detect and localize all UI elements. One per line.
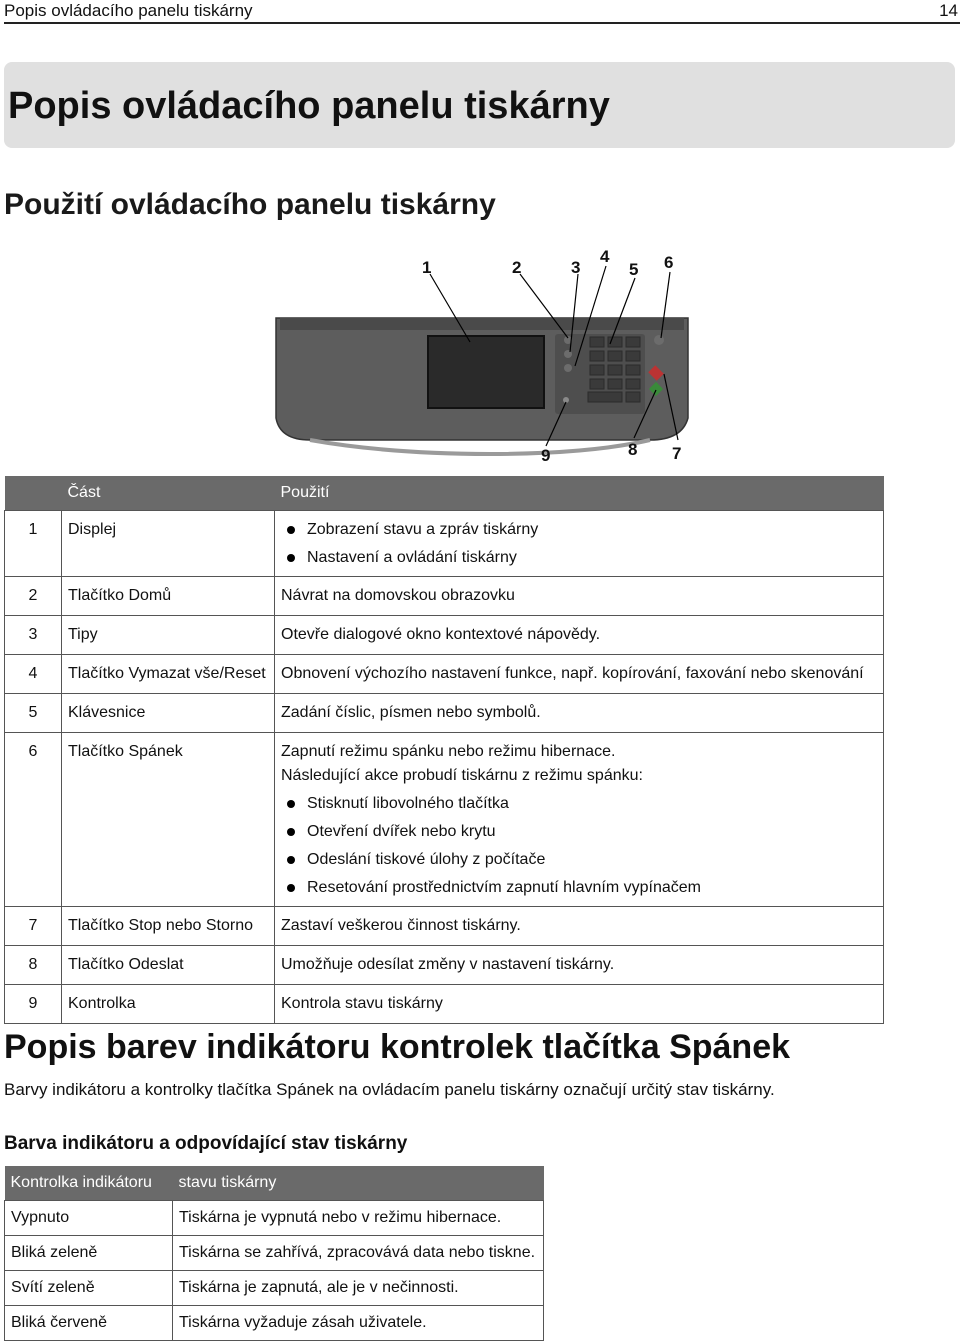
page-title: Popis ovládacího panelu tiskárny (8, 85, 610, 127)
indicator-cell: Bliká červeně (5, 1306, 173, 1341)
callout-8: 8 (628, 440, 638, 459)
state-cell: Tiskárna se zahřívá, zpracovává data nebo tiskne. (173, 1236, 544, 1271)
subsection-title: Použití ovládacího panelu tiskárny (4, 188, 496, 221)
bullet-list (281, 518, 877, 574)
table-row (5, 616, 884, 655)
indicator-cell: Bliká zeleně (5, 1236, 173, 1271)
callout-4: 4 (600, 247, 610, 266)
table-row (5, 1201, 544, 1236)
running-title: Popis ovládacího panelu tiskárny (4, 1, 253, 20)
row-number: 8 (5, 946, 62, 985)
bullet-item: Zobrazení stavu a zpráv tiskárny (281, 518, 877, 546)
table-row (5, 733, 884, 907)
part-use: Zadání číslic, písmen nebo symbolů. (275, 694, 884, 733)
callout-7: 7 (672, 444, 682, 463)
part-use: Obnovení výchozího nastavení funkce, např. kopírování, faxování nebo skenování (275, 655, 884, 694)
part-name: Displej (62, 511, 275, 577)
part-use: Umožňuje odesílat změny v nastavení tiskárny. (275, 946, 884, 985)
table-row (5, 946, 884, 985)
part-name: Tlačítko Odeslat (62, 946, 275, 985)
part-use: Kontrola stavu tiskárny (275, 985, 884, 1024)
row-number: 7 (5, 907, 62, 946)
row-number: 6 (5, 733, 62, 907)
row-number: 1 (5, 511, 62, 577)
part-name: Tipy (62, 616, 275, 655)
running-header (4, 0, 960, 24)
part-use: Otevře dialogové okno kontextové nápovědy. (275, 616, 884, 655)
header-use: Použití (275, 476, 884, 511)
header-part: Část (62, 476, 275, 511)
bullet-item: Resetování prostřednictvím zapnutí hlavním vypínačem (281, 876, 877, 904)
callout-3: 3 (571, 258, 581, 277)
bullet-item: Nastavení a ovládání tiskárny (281, 546, 877, 574)
part-name: Tlačítko Vymazat vše/Reset (62, 655, 275, 694)
use-text: Zapnutí režimu spánku nebo režimu hibernace. (281, 743, 616, 760)
state-cell: Tiskárna je vypnutá nebo v režimu hibernace. (173, 1201, 544, 1236)
callout-2: 2 (512, 258, 522, 277)
callout-6: 6 (664, 253, 674, 272)
control-panel-diagram (270, 240, 710, 470)
table-row (5, 1271, 544, 1306)
table-row (5, 655, 884, 694)
header-state: stavu tiskárny (173, 1166, 544, 1201)
row-number: 9 (5, 985, 62, 1024)
table-row (5, 907, 884, 946)
indicator-table-header (5, 1166, 544, 1201)
parts-table-header (5, 476, 884, 511)
part-name: Klávesnice (62, 694, 275, 733)
callout-9: 9 (541, 446, 551, 465)
part-name: Tlačítko Spánek (62, 733, 275, 907)
row-number: 3 (5, 616, 62, 655)
state-cell: Tiskárna vyžaduje zásah uživatele. (173, 1306, 544, 1341)
header-indicator: Kontrolka indikátoru (5, 1166, 173, 1201)
part-use: Zastaví veškerou činnost tiskárny. (275, 907, 884, 946)
indicator-cell: Svítí zeleně (5, 1271, 173, 1306)
header-num-cell (5, 476, 62, 511)
part-use (275, 511, 884, 577)
table-row (5, 511, 884, 577)
table-row (5, 694, 884, 733)
table-row (5, 577, 884, 616)
part-name: Kontrolka (62, 985, 275, 1024)
bullet-item: Stisknutí libovolného tlačítka (281, 792, 877, 820)
row-number: 5 (5, 694, 62, 733)
table-row (5, 1236, 544, 1271)
indicator-cell: Vypnuto (5, 1201, 173, 1236)
part-name: Tlačítko Stop nebo Storno (62, 907, 275, 946)
bullet-item: Otevření dvířek nebo krytu (281, 820, 877, 848)
row-number: 2 (5, 577, 62, 616)
bullet-list (281, 792, 877, 904)
table-row (5, 1306, 544, 1341)
part-name: Tlačítko Domů (62, 577, 275, 616)
state-cell: Tiskárna je zapnutá, ale je v nečinnosti. (173, 1271, 544, 1306)
callout-5: 5 (629, 260, 639, 279)
section-intro: Barvy indikátoru a kontrolky tlačítka Spánek na ovládacím panelu tiskárny označují určitý stav tiskárny. (4, 1080, 775, 1099)
indicator-table (4, 1166, 544, 1341)
page-number: 14 (939, 1, 958, 20)
table-row (5, 985, 884, 1024)
bullet-item: Odeslání tiskové úlohy z počítače (281, 848, 877, 876)
parts-table (4, 476, 884, 1024)
title-band (4, 62, 955, 148)
section-heading: Popis barev indikátoru kontrolek tlačítka Spánek (4, 1028, 791, 1066)
part-use (275, 733, 884, 907)
table-title: Barva indikátoru a odpovídající stav tiskárny (4, 1133, 408, 1154)
wake-note: Následující akce probudí tiskárnu z režimu spánku: (281, 767, 643, 784)
callout-1: 1 (422, 258, 432, 277)
row-number: 4 (5, 655, 62, 694)
part-use: Návrat na domovskou obrazovku (275, 577, 884, 616)
